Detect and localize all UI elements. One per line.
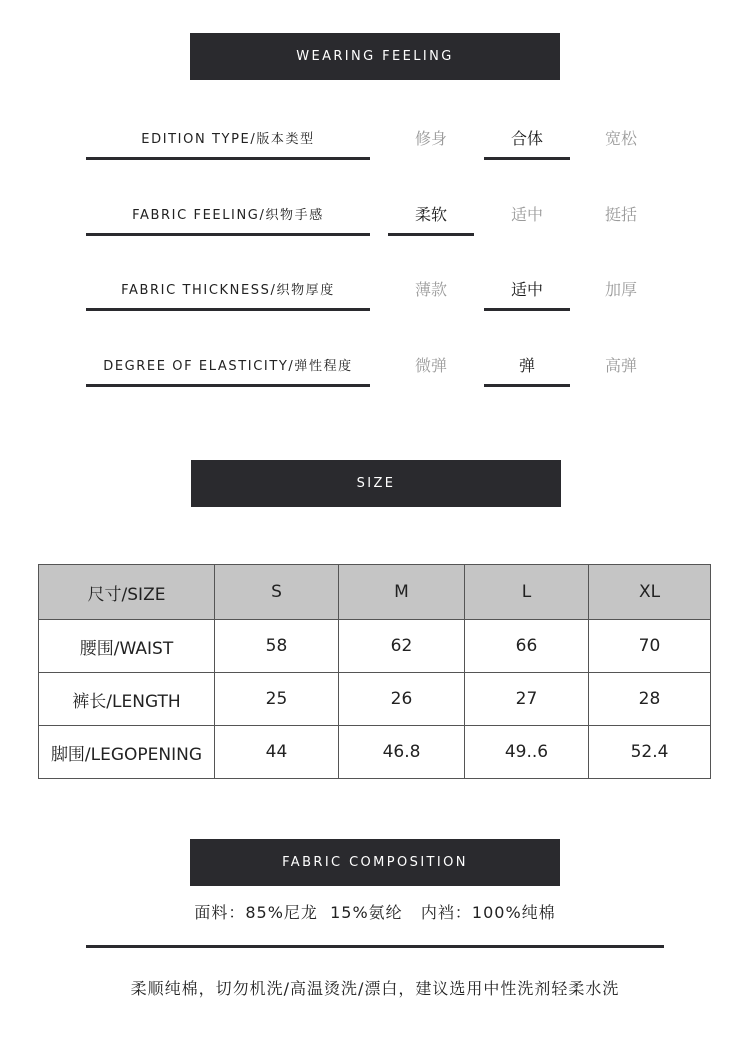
table-cell: 27 (465, 673, 589, 726)
edition-type-label: EDITION TYPE/版本类型 (86, 117, 370, 160)
header-cell: S (215, 565, 339, 620)
elasticity-label: DEGREE OF ELASTICITY/弹性程度 (86, 344, 370, 387)
fabric-composition-title: FABRIC COMPOSITION (282, 855, 468, 870)
fabric-feeling-option-crisp: 挺括 (604, 204, 637, 224)
table-cell: 46.8 (339, 726, 465, 779)
table-cell: 25 (215, 673, 339, 726)
table-cell: 70 (589, 620, 711, 673)
size-table-header (39, 565, 711, 620)
table-cell: 62 (339, 620, 465, 673)
elasticity-option-slight: 微弹 (414, 355, 447, 375)
table-cell: 腰围/WAIST (39, 620, 215, 673)
wearing-feeling-title: WEARING FEELING (296, 49, 454, 64)
table-cell: 58 (215, 620, 339, 673)
fabric-feeling-label: FABRIC FEELING/织物手感 (86, 193, 370, 236)
size-title: SIZE (356, 476, 396, 491)
size-table (38, 564, 711, 779)
header-cell: 尺寸/SIZE (39, 565, 215, 620)
section-divider (86, 945, 664, 948)
size-banner (191, 460, 561, 507)
table-cell: 脚围/LEGOPENING (39, 726, 215, 779)
fabric-thickness-option-thin: 薄款 (414, 279, 447, 299)
edition-type-option-slim: 修身 (414, 128, 447, 148)
fabric-feeling-option-medium: 适中 (510, 204, 543, 224)
fabric-feeling-option-soft: 柔软 (388, 193, 474, 236)
fabric-composition-text: 面料：85%尼龙 15%氨纶 内裆：100%纯棉 (194, 903, 556, 922)
fabric-thickness-option-thick: 加厚 (604, 279, 637, 299)
table-cell: 裤长/LENGTH (39, 673, 215, 726)
table-row (39, 673, 711, 726)
table-row (39, 620, 711, 673)
table-cell: 28 (589, 673, 711, 726)
fabric-thickness-label: FABRIC THICKNESS/织物厚度 (86, 268, 370, 311)
edition-type-option-loose: 宽松 (604, 128, 637, 148)
table-cell: 26 (339, 673, 465, 726)
elasticity-option-high: 高弹 (604, 355, 637, 375)
table-row (39, 726, 711, 779)
fabric-composition-banner (190, 839, 560, 886)
elasticity-option-elastic: 弹 (484, 344, 570, 387)
table-cell: 66 (465, 620, 589, 673)
fabric-thickness-option-medium: 适中 (484, 268, 570, 311)
header-cell: L (465, 565, 589, 620)
table-cell: 44 (215, 726, 339, 779)
edition-type-option-regular: 合体 (484, 117, 570, 160)
wearing-feeling-banner (190, 33, 560, 80)
table-cell: 52.4 (589, 726, 711, 779)
header-cell: XL (589, 565, 711, 620)
care-instructions-text: 柔顺纯棉，切勿机洗/高温烫洗/漂白，建议选用中性洗剂轻柔水洗 (130, 979, 620, 998)
header-cell: M (339, 565, 465, 620)
table-cell: 49..6 (465, 726, 589, 779)
